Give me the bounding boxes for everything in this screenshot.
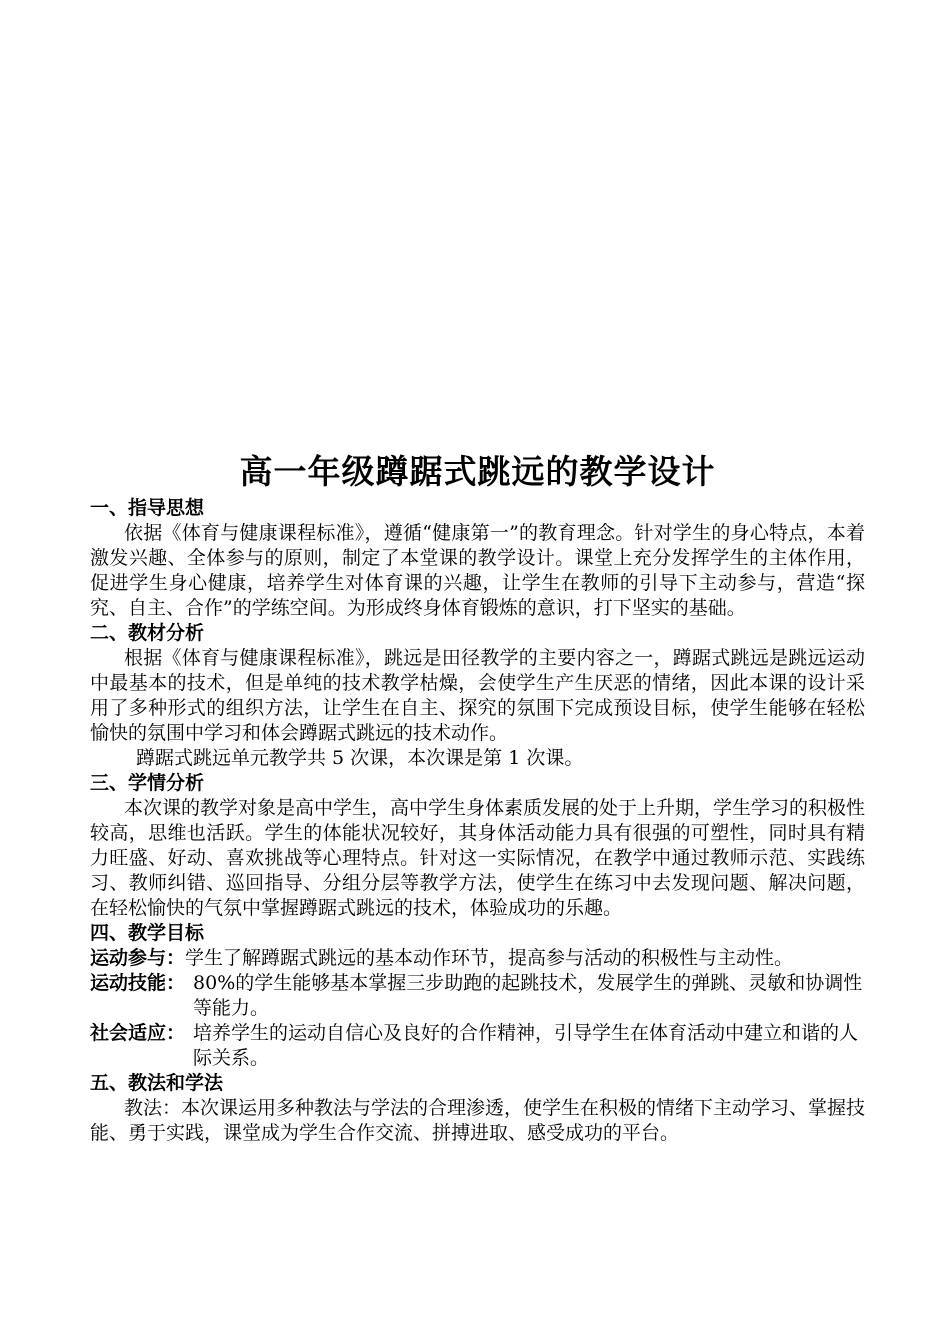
- goal-item: [90, 971, 865, 1021]
- goal-text: 学生了解蹲踞式跳远的基本动作环节，提高参与活动的积极性与主动性。: [185, 947, 794, 969]
- goal-text: 培养学生的运动自信心及良好的合作精神，引导学生在体育活动中建立和谐的人际关系。: [193, 1022, 859, 1069]
- paragraph: 依据《体育与健康课程标准》，遵循“健康第一”的教育理念。针对学生的身心特点，本着激发兴趣、全体参与的原则，制定了本堂课的教学设计。课堂上充分发挥学生的主体作用，促进学生身心健康，培养学生对体育课的兴趣，让学生在教师的引导下主动参与，营造“探究、自主、合作”的学练空间。为形成终身体育锻炼的意识，打下坚实的基础。: [90, 522, 865, 619]
- paragraph: 蹲踞式跳远单元教学共 5 次课，本次课是第 1 次课。: [136, 747, 584, 769]
- section-heading: 四、教学目标: [90, 922, 205, 944]
- goal-label: 社会适应：: [90, 1022, 186, 1044]
- goal-item: [90, 1021, 865, 1071]
- section-heading: 五、教法和学法: [90, 1072, 224, 1094]
- section-student-analysis: [90, 771, 865, 921]
- goal-label: 运动技能：: [90, 972, 186, 994]
- section-material-analysis: [90, 621, 865, 771]
- paragraph: 根据《体育与健康课程标准》，跳远是田径教学的主要内容之一，蹲踞式跳远是跳远运动中最基本的技术，但是单纯的技术教学枯燥，会使学生产生厌恶的情绪，因此本课的设计采用了多种形式的组织方法，让学生在自主、探究的氛围下完成预设目标，使学生能够在轻松愉快的氛围中学习和体会蹲踞式跳远的技术动作。: [90, 647, 865, 744]
- section-teaching-methods: [90, 1071, 865, 1146]
- section-heading: 三、学情分析: [90, 772, 205, 794]
- section-guiding-ideology: [90, 496, 865, 621]
- section-heading: 二、教材分析: [90, 622, 205, 644]
- section-heading: 一、指导思想: [90, 497, 205, 519]
- paragraph: 本次课的教学对象是高中学生，高中学生身体素质发展的处于上升期，学生学习的积极性较高，思维也活跃。学生的体能状况较好，其身体活动能力具有很强的可塑性，同时具有精力旺盛、好动、喜欢挑战等心理特点。针对这一实际情况，在教学中通过教师示范、实践练习、教师纠错、巡回指导、分组分层等教学方法，使学生在练习中去发现问题、解决问题，在轻松愉快的气氛中掌握蹲踞式跳远的技术，体验成功的乐趣。: [90, 797, 866, 919]
- goal-text: 80%的学生能够基本掌握三步助跑的起跳技术，发展学生的弹跳、灵敏和协调性等能力。: [193, 972, 863, 1019]
- document-body: [90, 450, 865, 1146]
- document-title: 高一年级蹲踞式跳远的教学设计: [239, 452, 716, 491]
- goal-label: 运动参与：: [90, 947, 186, 969]
- paragraph: 教法：本次课运用多种教法与学法的合理渗透，使学生在积极的情绪下主动学习、掌握技能、勇于实践，课堂成为学生合作交流、拼搏进取、感受成功的平台。: [90, 1097, 866, 1144]
- section-teaching-goals: [90, 921, 865, 1071]
- goal-item: [90, 946, 865, 971]
